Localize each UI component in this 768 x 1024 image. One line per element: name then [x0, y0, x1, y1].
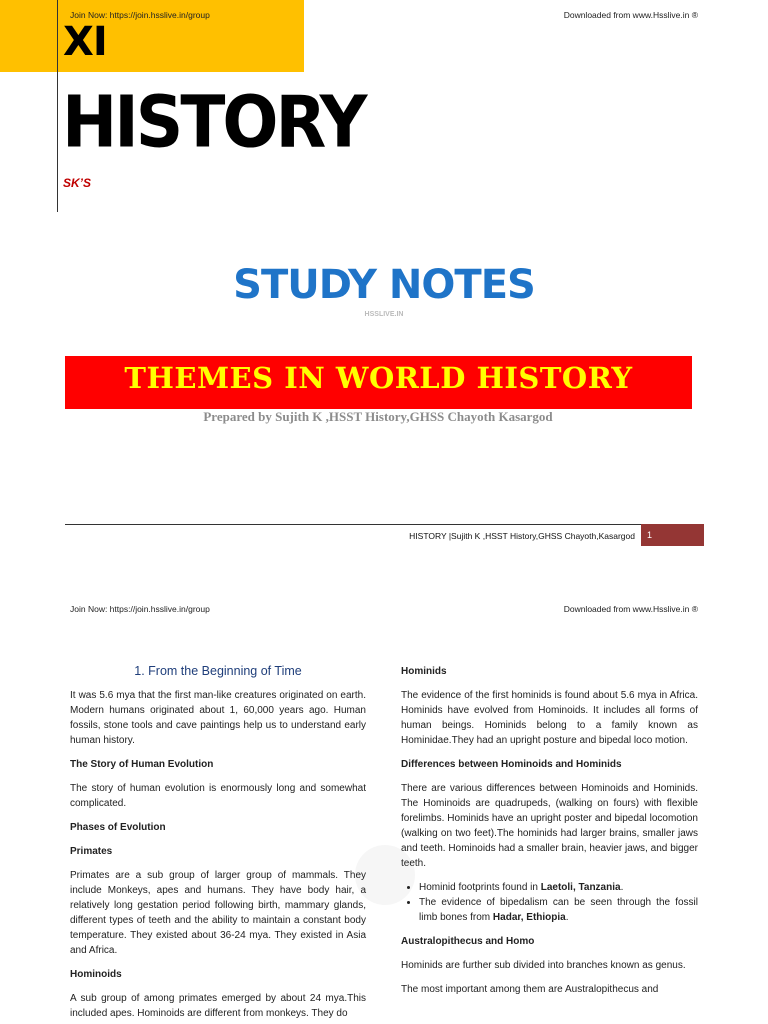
join-link-2[interactable]: Join Now: https://join.hsslive.in/group: [70, 604, 210, 614]
class-label: XI: [63, 19, 107, 65]
paragraph: Hominids are further sub divided into branches known as genus.: [401, 960, 686, 971]
footer-text: HISTORY |Sujith K ,HSST History,GHSS Chayoth,Kasargod: [409, 531, 635, 541]
author-tag: SK’S: [63, 176, 92, 190]
section-heading: The Story of Human Evolution: [70, 759, 214, 770]
study-notes-logo: STUDY NOTES: [233, 262, 535, 308]
section-heading: Primates: [70, 846, 113, 857]
paragraph: The story of human evolution is enormously long and somewhat complicated.: [70, 783, 366, 809]
footer-divider: [65, 524, 641, 525]
paragraph: Primates are a sub group of larger group of mammals. They include Monkeys, apes and humans. They have body hair, a relatively long gestation period following birth, mammary glands, different types of teeth and the ability to maintain a constant body temperature. They existed about 36-24 mya. They existed in Asia and Africa.: [70, 870, 366, 956]
section-heading: Australopithecus and Homo: [401, 936, 535, 947]
chapter-title: 1. From the Beginning of Time: [134, 664, 302, 678]
book-title: THEMES IN WORLD HISTORY: [124, 361, 633, 395]
bullet-list: [401, 880, 698, 925]
watermark-text: HSSLIVE.IN: [364, 311, 404, 318]
section-heading: Differences between Hominoids and Hominids: [401, 759, 622, 770]
list-item: • Hominid footprints found in Laetoli, Tanzania.: [419, 880, 698, 895]
paragraph: The most important among them are Australopithecus and: [401, 984, 659, 995]
section-heading: Phases of Evolution: [70, 822, 166, 833]
paragraph: The evidence of the first hominids is found about 5.6 mya in Africa. Hominids have evolved from Hominoids. It includes all forms of human beings. Hominids belong to a family known as Hominidae.They had an upright posture and bipedal loco motion.: [401, 690, 698, 746]
list-item: • The evidence of bipedalism can be seen through the fossil limb bones from Hadar, Ethiopia.: [419, 895, 698, 925]
vertical-rule: [57, 0, 58, 212]
section-heading: Hominids: [401, 666, 447, 677]
download-source-2: Downloaded from www.Hsslive.in ®: [563, 604, 698, 614]
subject-title: HISTORY: [62, 80, 365, 164]
paragraph: It was 5.6 mya that the first man-like creatures originated on earth. Modern humans originated about 1, 60,000 years ago. Human fossils, stone tools and cave paintings help us to understand early human history.: [70, 690, 366, 746]
right-column: [401, 664, 698, 997]
join-link[interactable]: Join Now: https://join.hsslive.in/group: [70, 10, 210, 20]
page-number: 1: [641, 524, 704, 546]
prepared-by: Prepared by Sujith K ,HSST History,GHSS Chayoth Kasargod: [203, 409, 553, 424]
paragraph: There are various differences between Hominoids and Hominids. The Hominoids are quadrupeds, (walking on fours) with flexible forelimbs. Hominids have an upright poster and bipedal locomotion (walking on two feet).The hominids had larger brains, smaller jaws and teeth. Hominoids had a smaller brain, heavier jaws, and bigger teeth.: [401, 783, 698, 869]
paragraph: A sub group of among primates emerged by about 24 mya.This included apes. Hominoids are different from monkeys. They do: [70, 993, 366, 1019]
download-source: Downloaded from www.Hsslive.in ®: [563, 10, 698, 20]
left-column: [70, 664, 366, 1021]
section-heading: Hominoids: [70, 969, 122, 980]
